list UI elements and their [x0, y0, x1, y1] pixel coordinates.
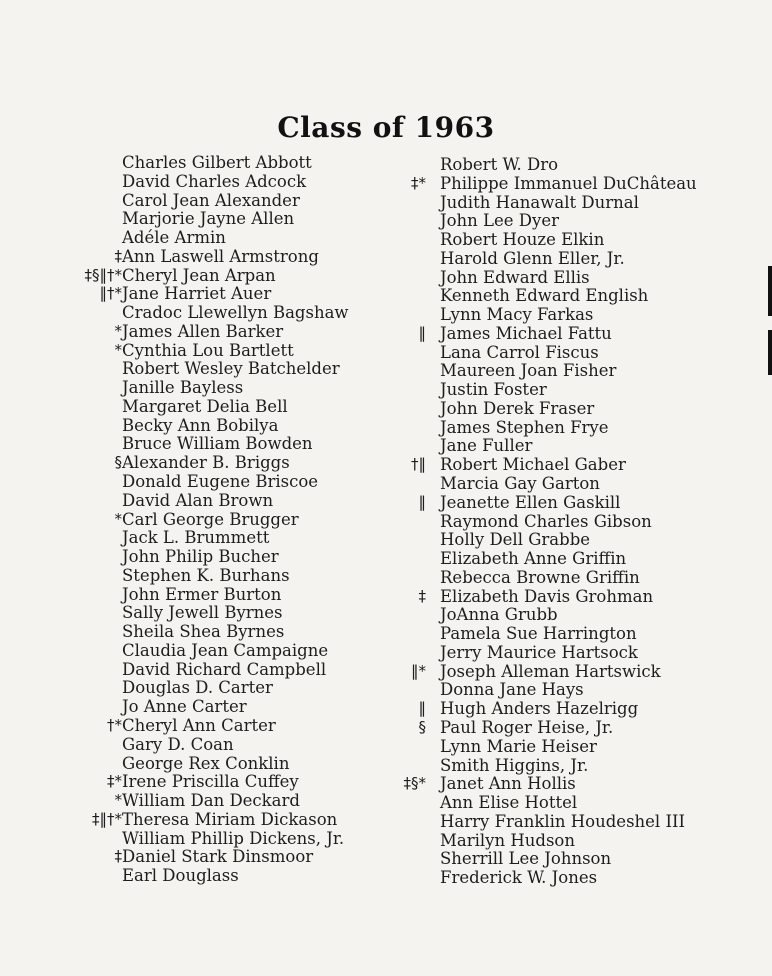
name-entry [386, 286, 772, 305]
name-entry [386, 643, 772, 662]
student-name: Marjorie Jayne Allen [122, 209, 295, 229]
page-title: Class of 1963 [277, 110, 495, 144]
student-name: Sherrill Lee Johnson [440, 849, 612, 869]
name-entry [386, 418, 772, 437]
name-entry [386, 455, 772, 474]
name-entry [386, 268, 772, 287]
student-name: James Stephen Frye [440, 417, 609, 437]
student-name: Carl George Brugger [122, 509, 299, 529]
student-name: Marcia Gay Garton [440, 474, 600, 494]
name-entry [386, 399, 772, 418]
student-name: David Alan Brown [122, 490, 274, 510]
student-name: Janille Bayless [122, 378, 244, 398]
name-entry [386, 624, 772, 643]
name-entry [0, 829, 386, 848]
honor-marks: § [418, 717, 426, 736]
honor-marks: ‖ [418, 323, 426, 342]
student-name: Jane Fuller [440, 436, 533, 456]
honor-marks: ‡* [107, 772, 122, 791]
name-entry [0, 603, 386, 622]
name-entry [0, 416, 386, 435]
name-entry [0, 322, 386, 341]
student-name: David Charles Adcock [122, 171, 307, 191]
honor-marks: ‖†* [99, 284, 122, 303]
name-entry [386, 174, 772, 193]
name-column-left [0, 153, 386, 885]
student-name: Cheryl Jean Arpan [122, 265, 276, 285]
name-entry [386, 249, 772, 268]
student-name: Jane Harriet Auer [122, 284, 272, 304]
name-entry [386, 756, 772, 775]
name-entry [0, 359, 386, 378]
student-name: Lynn Macy Farkas [440, 305, 594, 325]
name-entry [0, 228, 386, 247]
name-entry [0, 378, 386, 397]
name-entry [0, 810, 386, 829]
honor-marks: ‡ [114, 246, 122, 265]
student-name: Becky Ann Bobilya [122, 415, 279, 435]
student-name: Kenneth Edward English [440, 286, 649, 306]
honor-marks: ‖ [418, 699, 426, 718]
student-name: Robert Houze Elkin [440, 230, 605, 250]
student-name: Cynthia Lou Bartlett [122, 340, 294, 360]
student-name: Charles Gilbert Abbott [122, 153, 312, 172]
name-entry [386, 211, 772, 230]
student-name: Robert W. Dro [440, 155, 559, 174]
name-entry [0, 622, 386, 641]
name-entry [0, 209, 386, 228]
student-name: Holly Dell Grabbe [440, 530, 591, 550]
name-entry [0, 510, 386, 529]
honor-marks: †* [107, 715, 122, 734]
name-entry [386, 849, 772, 868]
student-name: Lynn Marie Heiser [440, 736, 597, 756]
student-name: John Philip Bucher [122, 547, 279, 567]
name-entry [0, 191, 386, 210]
name-entry [386, 305, 772, 324]
name-entry [386, 680, 772, 699]
student-name: Gary D. Coan [122, 734, 234, 754]
name-entry [386, 774, 772, 793]
student-name: John Edward Ellis [440, 267, 590, 287]
honor-marks: †‖ [411, 455, 426, 474]
student-name: Harry Franklin Houdeshel III [440, 811, 686, 831]
name-entry [0, 678, 386, 697]
student-name: Donna Jane Hays [440, 680, 584, 700]
student-name: Sheila Shea Byrnes [122, 622, 285, 642]
name-entry [386, 812, 772, 831]
honor-marks: * [114, 321, 122, 340]
student-name: Frederick W. Jones [440, 868, 598, 888]
honor-marks: ‡§‖†* [84, 265, 122, 284]
student-name: Jack L. Brummett [122, 528, 270, 548]
name-entry [0, 716, 386, 735]
honor-marks: ‖* [411, 661, 426, 680]
name-entry [0, 660, 386, 679]
student-name: William Phillip Dickens, Jr. [122, 828, 345, 848]
student-name: Paul Roger Heise, Jr. [440, 717, 614, 737]
student-name: Marilyn Hudson [440, 830, 575, 850]
student-name: Earl Douglass [122, 866, 239, 886]
student-name: Sally Jewell Byrnes [122, 603, 283, 623]
student-name: George Rex Conklin [122, 753, 290, 773]
honor-marks: * [114, 791, 122, 810]
name-entry [386, 193, 772, 212]
student-name: Ann Elise Hottel [440, 793, 578, 813]
student-name: JoAnna Grubb [440, 605, 558, 625]
name-entry [0, 754, 386, 773]
student-name: Maureen Joan Fisher [440, 361, 617, 381]
name-entry [0, 866, 386, 885]
student-name: David Richard Campbell [122, 659, 327, 679]
honor-marks: ‡§* [403, 774, 426, 793]
name-entry [386, 605, 772, 624]
name-entry [0, 341, 386, 360]
student-name: Jeanette Ellen Gaskill [440, 492, 621, 512]
honor-marks: * [114, 509, 122, 528]
student-name: Hugh Anders Hazelrigg [440, 699, 639, 719]
name-entry [386, 436, 772, 455]
student-name: Justin Foster [440, 380, 547, 400]
name-entry [386, 662, 772, 681]
student-name: John Lee Dyer [440, 211, 559, 231]
name-entry [386, 493, 772, 512]
name-entry [0, 247, 386, 266]
name-entry [386, 380, 772, 399]
name-entry [386, 155, 772, 174]
name-entry [386, 718, 772, 737]
student-name: Theresa Miriam Dickason [122, 809, 338, 829]
name-entry [386, 230, 772, 249]
student-name: Rebecca Browne Griffin [440, 567, 640, 587]
student-name: Harold Glenn Eller, Jr. [440, 248, 625, 268]
name-entry [386, 699, 772, 718]
name-entry [386, 868, 772, 887]
student-name: Elizabeth Davis Grohman [440, 586, 654, 606]
name-entry [386, 568, 772, 587]
name-entry [0, 266, 386, 285]
name-entry [0, 735, 386, 754]
student-name: Jo Anne Carter [122, 697, 247, 717]
student-name: Smith Higgins, Jr. [440, 755, 589, 775]
student-name: Raymond Charles Gibson [440, 511, 652, 531]
honor-marks: ‡* [411, 173, 426, 192]
name-entry [386, 530, 772, 549]
student-name: John Derek Fraser [440, 398, 595, 418]
name-entry [0, 847, 386, 866]
name-entry [0, 566, 386, 585]
student-name: Alexander B. Briggs [122, 453, 290, 473]
honor-marks: ‡‖†* [92, 809, 122, 828]
name-entry [0, 547, 386, 566]
student-name: William Dan Deckard [122, 791, 300, 811]
name-entry [0, 303, 386, 322]
student-name: Pamela Sue Harrington [440, 624, 637, 644]
honor-marks: § [114, 453, 122, 472]
name-entry [0, 772, 386, 791]
student-name: Lana Carrol Fiscus [440, 342, 599, 362]
name-entry [0, 472, 386, 491]
student-name: Donald Eugene Briscoe [122, 472, 319, 492]
student-name: Adéle Armin [122, 228, 226, 248]
name-entry [0, 172, 386, 191]
student-name: Irene Priscilla Cuffey [122, 772, 299, 792]
student-name: Bruce William Bowden [122, 434, 313, 454]
name-entry [0, 697, 386, 716]
student-name: Janet Ann Hollis [440, 774, 576, 794]
student-name: Claudia Jean Campaigne [122, 640, 329, 660]
student-name: Margaret Delia Bell [122, 396, 288, 416]
honor-marks: ‡ [114, 847, 122, 866]
student-name: James Michael Fattu [440, 323, 612, 343]
name-entry [386, 587, 772, 606]
name-entry [386, 512, 772, 531]
name-entry [0, 397, 386, 416]
name-entry [0, 491, 386, 510]
student-name: Daniel Stark Dinsmoor [122, 847, 314, 867]
name-entry [0, 153, 386, 172]
student-name: Jerry Maurice Hartsock [440, 642, 638, 662]
student-name: James Allen Barker [122, 321, 284, 341]
name-entry [0, 434, 386, 453]
honor-marks: * [114, 340, 122, 359]
name-entry [0, 453, 386, 472]
student-name: Cheryl Ann Carter [122, 715, 276, 735]
student-name: Robert Michael Gaber [440, 455, 626, 475]
name-entry [0, 791, 386, 810]
student-name: Robert Wesley Batchelder [122, 359, 340, 379]
student-name: Elizabeth Anne Griffin [440, 549, 627, 569]
student-name: Philippe Immanuel DuChâteau [440, 173, 697, 193]
student-name: Stephen K. Burhans [122, 565, 290, 585]
name-column-right [386, 155, 772, 887]
student-name: Joseph Alleman Hartswick [440, 661, 661, 681]
student-name: John Ermer Burton [122, 584, 282, 604]
page-edge-mark [768, 330, 772, 375]
student-name: Judith Hanawalt Durnal [440, 192, 639, 212]
name-entry [0, 284, 386, 303]
honor-marks: ‖ [418, 492, 426, 511]
name-entry [386, 361, 772, 380]
page-edge-mark [768, 266, 772, 316]
name-entry [386, 474, 772, 493]
student-name: Cradoc Llewellyn Bagshaw [122, 303, 349, 323]
name-entry [0, 641, 386, 660]
name-entry [386, 793, 772, 812]
name-entry [386, 549, 772, 568]
name-entry [0, 585, 386, 604]
student-name: Ann Laswell Armstrong [122, 246, 319, 266]
honor-marks: ‡ [418, 586, 426, 605]
name-entry [386, 737, 772, 756]
student-name: Carol Jean Alexander [122, 190, 300, 210]
name-entry [386, 831, 772, 850]
name-entry [386, 343, 772, 362]
name-entry [386, 324, 772, 343]
student-name: Douglas D. Carter [122, 678, 273, 698]
name-entry [0, 528, 386, 547]
